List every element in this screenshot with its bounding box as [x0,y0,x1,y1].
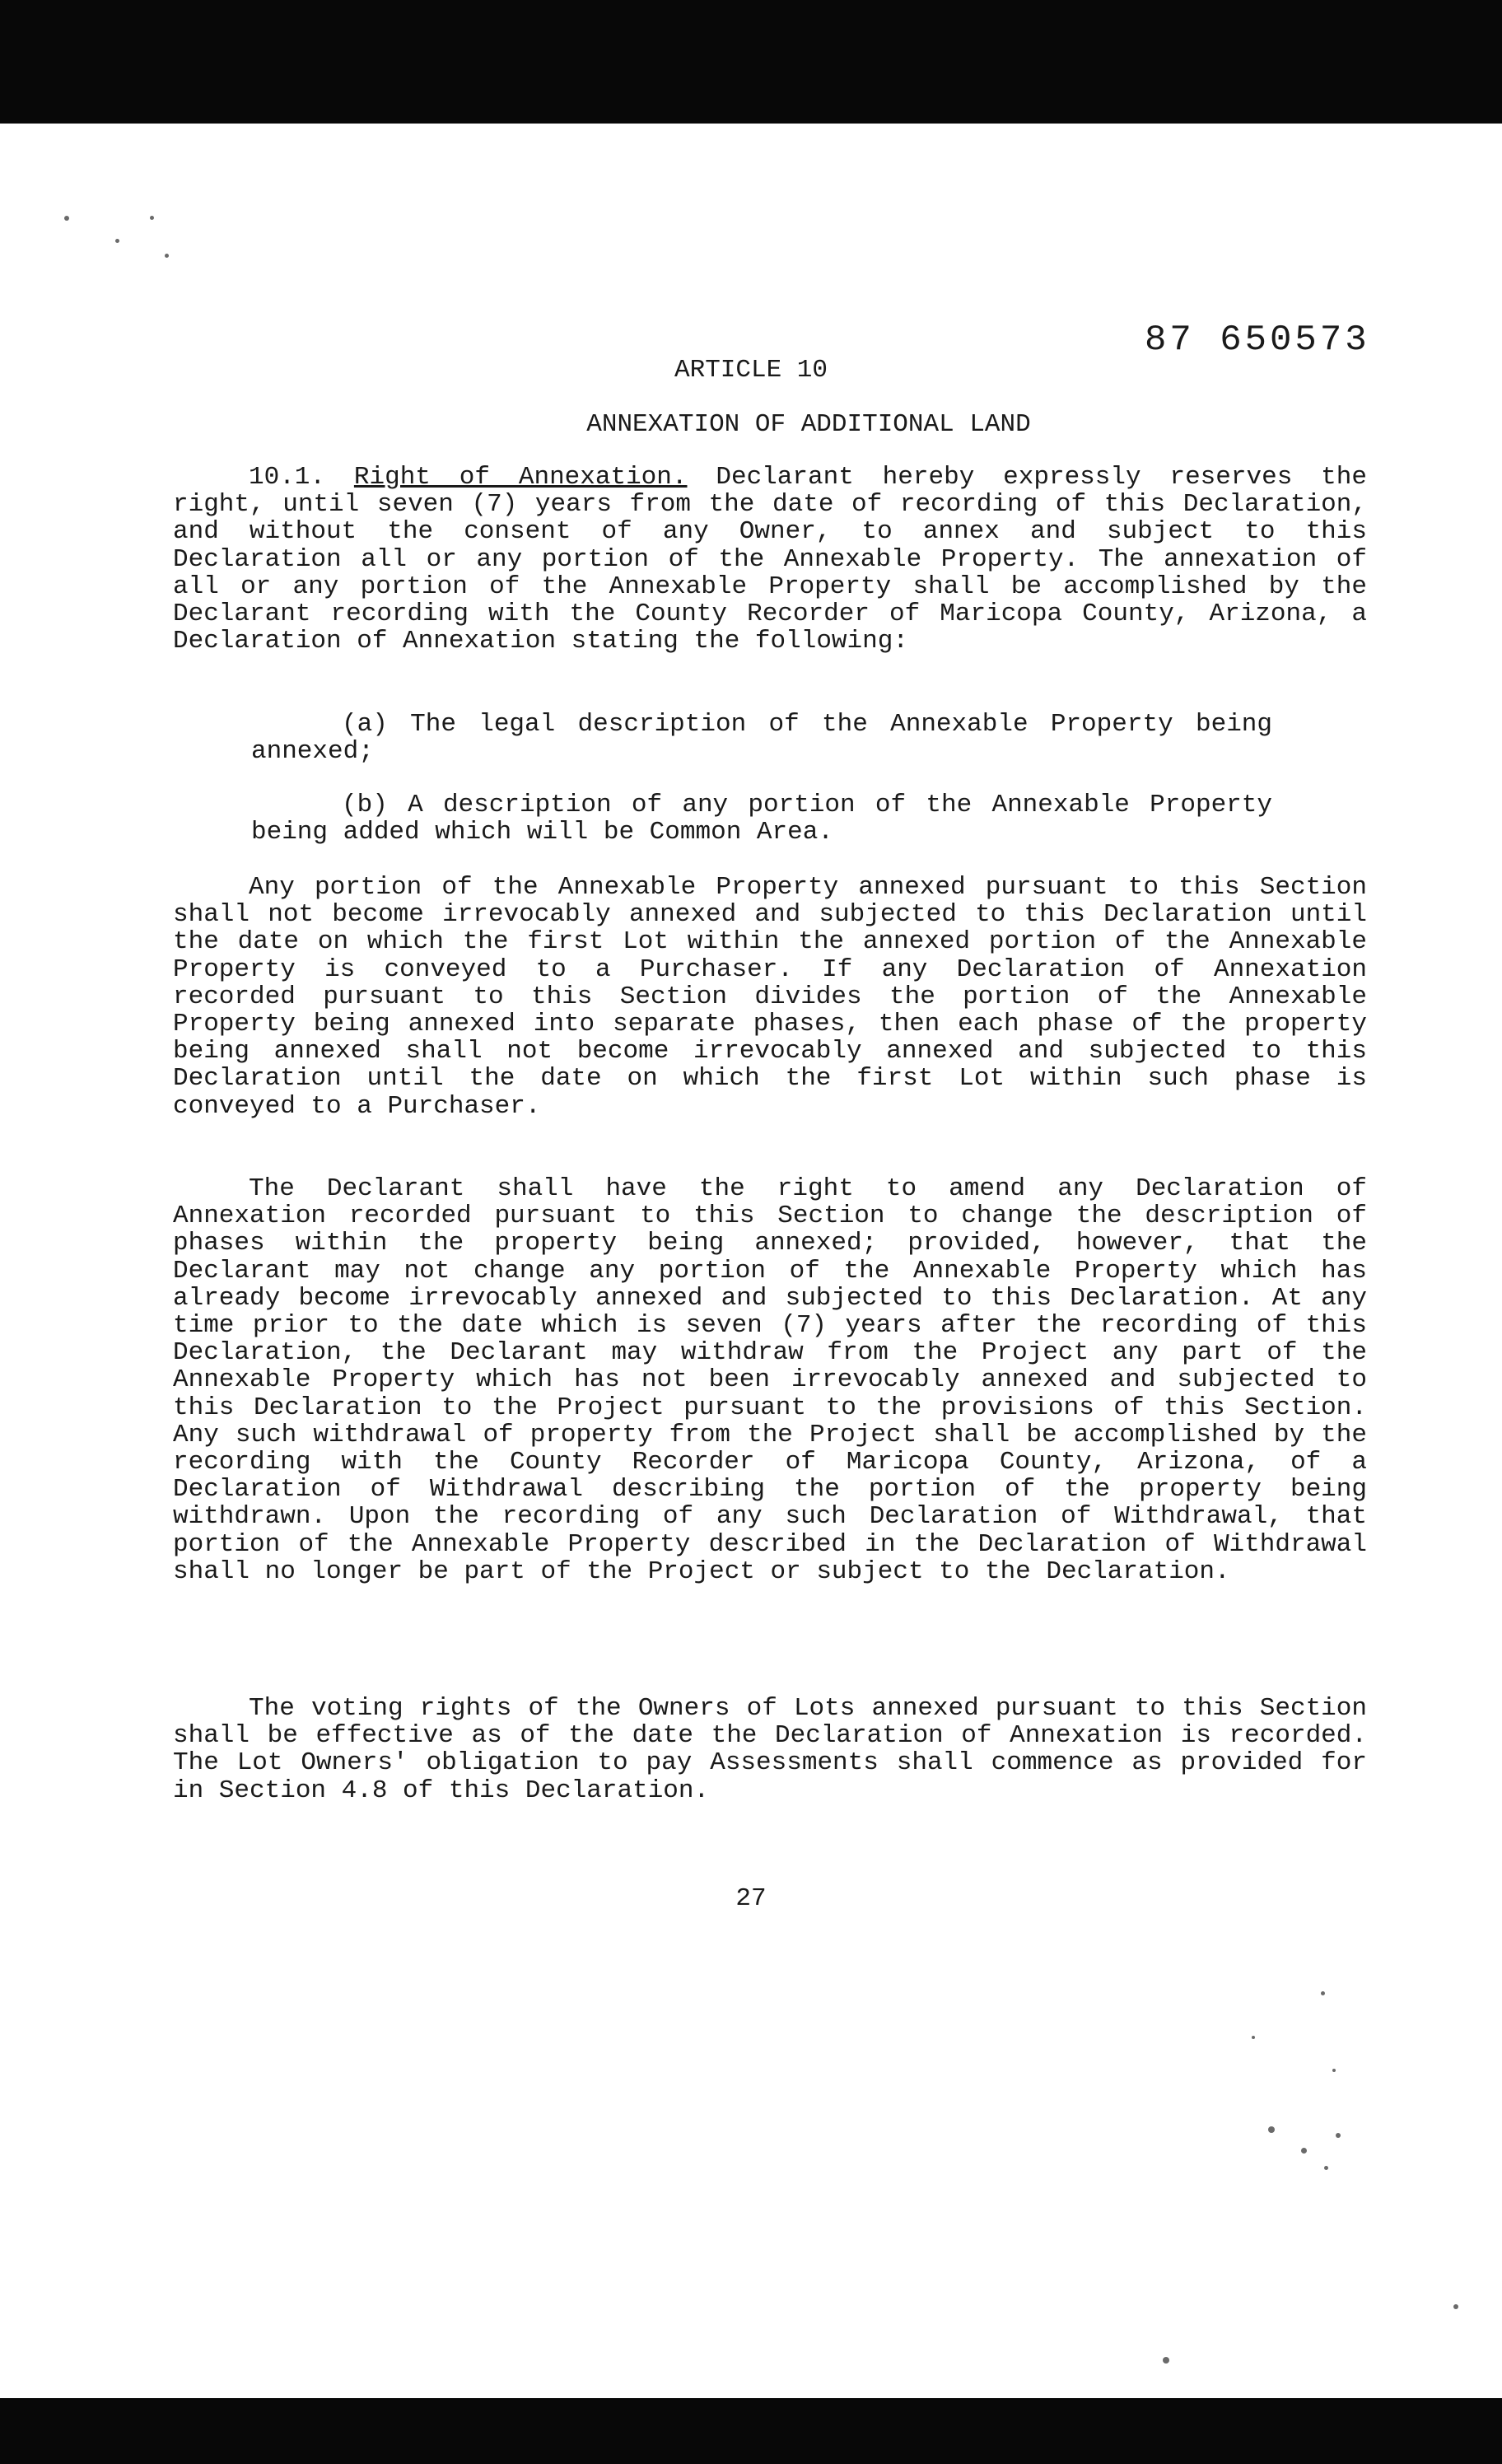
page-number: 27 [735,1884,767,1913]
article-subtitle: ANNEXATION OF ADDITIONAL LAND [586,410,1031,439]
scan-speck [1252,2036,1255,2039]
paragraph-amendment-withdrawal: The Declarant shall have the right to amend any Declaration of Annexation recorded pursuant to this Section to change the description of phases within the property being annexed; provided, however, that the Declarant may not change any portion of the Annexable Property which has already become irrevocably annexed and subjected to this Declaration. At any time prior to the date which is seven (7) years after the recording of this Declaration, the Declarant may withdraw from the Project any part of the Annexable Property which has not been irrevocably annexed and subjected to this Declaration to the Project pursuant to the provisions of this Section. Any such withdrawal of property from the Project shall be accomplished by the recording with the County Recorder of Maricopa County, Arizona, of a Declaration of Withdrawal describing the portion of the property being withdrawn. Upon the recording of any such Declaration of Withdrawal, that portion of the Annexable Property described in the Declaration of Withdrawal shall no longer be part of the Project or subject to the Declaration. [173,1174,1367,1586]
scan-speck [1332,2069,1336,2072]
scan-speck [1453,2304,1458,2309]
scan-speck [150,216,154,220]
recording-number: 87 650573 [1145,320,1370,361]
article-title: ARTICLE 10 [674,356,828,385]
scan-speck [1324,2166,1328,2170]
scan-speck [1268,2126,1275,2133]
scan-speck [1336,2133,1341,2138]
scan-speck [1163,2357,1169,2364]
section-intro: Declarant hereby expressly reserves the right, until seven (7) years from the date of recording of this Declaration, and without the consent of any Owner, to annex and subject to this Declaration all or any portion of the Annexable Property. The annexation of all or any portion of the Annexable Property shall be accomplished by the Declarant recording with the County Recorder of Maricopa County, Arizona, a Declaration of Annexation stating the following: [173,463,1367,656]
section-10-1-paragraph [173,464,1367,655]
item-a: (a) The legal description of the Annexable Property being annexed; [251,710,1272,767]
section-heading: Right of Annexation. [353,463,688,492]
scan-border-bottom [0,2398,1502,2464]
scan-speck [1321,1991,1325,1995]
scan-speck [165,254,169,258]
item-b: (b) A description of any portion of the Annexable Property being added which will be Common Area. [251,791,1272,847]
section-number: 10.1. [249,463,326,492]
scan-border-top [0,0,1502,124]
paragraph-irrevocable-annexation: Any portion of the Annexable Property annexed pursuant to this Section shall not become irrevocably annexed and subjected to this Declaration until the date on which the first Lot within the annexed portion of the Annexable Property is conveyed to a Purchaser. If any Declaration of Annexation recorded pursuant to this Section divides the portion of the Annexable Property being annexed into separate phases, then each phase of the property being annexed shall not become irrevocably annexed and subjected to this Declaration until the date on which the first Lot within such phase is conveyed to a Purchaser. [173,873,1367,1121]
paragraph-voting-rights: The voting rights of the Owners of Lots annexed pursuant to this Section shall be effective as of the date the Declaration of Annexation is recorded. The Lot Owners' obligation to pay Assessments shall commence as provided for in Section 4.8 of this Declaration. [173,1694,1367,1805]
scan-speck [115,239,119,243]
scan-speck [64,216,69,221]
scan-speck [1301,2148,1307,2154]
